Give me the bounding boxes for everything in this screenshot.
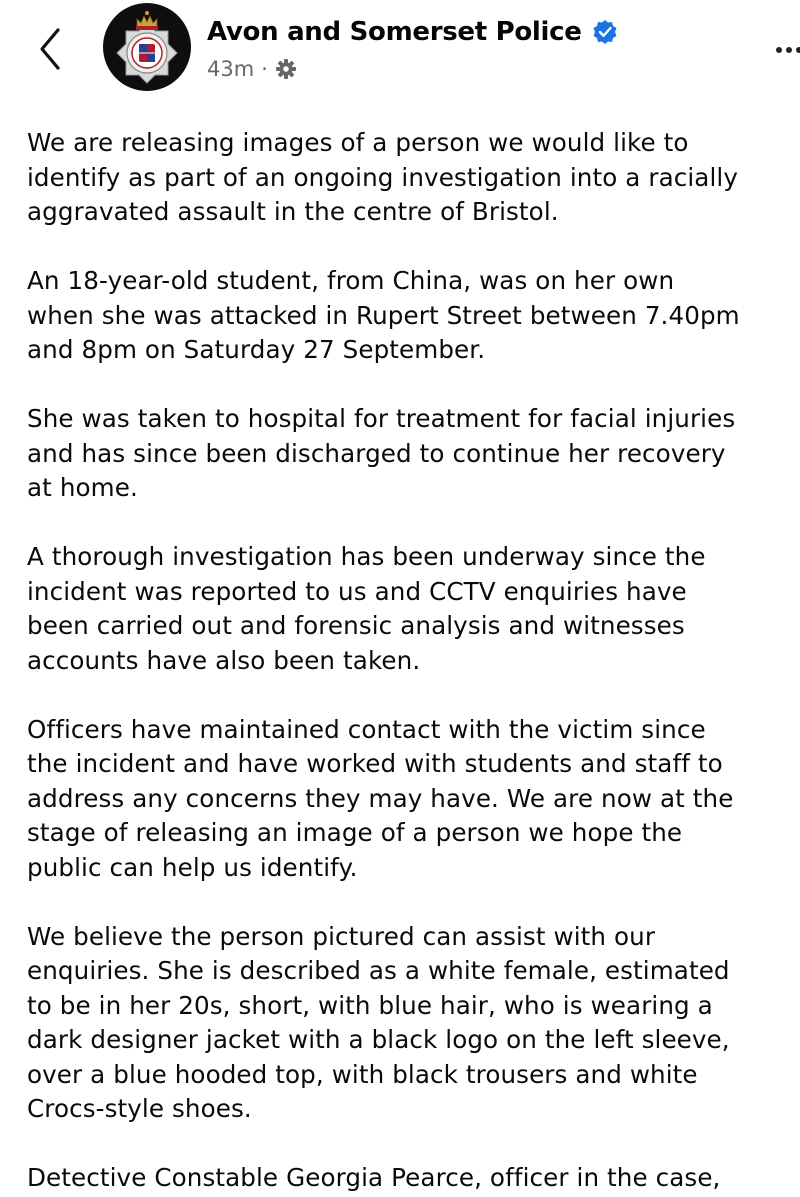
post-text-line: when she was attacked in Rupert Street between 7.40pm: [27, 300, 740, 330]
page-name-row: [207, 12, 619, 52]
post-text-line: and 8pm on Saturday 27 September.: [27, 335, 486, 364]
post-text-line: accounts have also been taken.: [27, 645, 421, 675]
post-paragraph: [27, 264, 800, 368]
post-paragraph: [27, 402, 800, 506]
meta-separator: ·: [261, 57, 268, 81]
post-text-line: address any concerns they may have. We are now at the: [27, 783, 734, 813]
page-name[interactable]: Avon and Somerset Police: [207, 17, 582, 47]
post-text-line: Officers have maintained contact with the victim since: [27, 714, 706, 744]
post-text-line: incident was reported to us and CCTV enquiries have: [27, 576, 687, 606]
more-dots-icon: [772, 40, 800, 60]
post-text-line: been carried out and forensic analysis and witnesses: [27, 611, 685, 640]
post-text-line: the incident and have worked with students and staff to: [27, 749, 723, 778]
more-options-button[interactable]: [772, 40, 800, 60]
police-crest-icon: [103, 3, 191, 91]
post-paragraph: [27, 126, 800, 230]
gear-icon[interactable]: [275, 58, 297, 80]
post-paragraph: [27, 920, 800, 1127]
post-text-line: enquiries. She is described as a white female, estimated: [27, 956, 730, 985]
post-text-line: and has since been discharged to continue her recovery: [27, 438, 726, 468]
post-text-line: over a blue hooded top, with black trousers and white: [27, 1059, 698, 1089]
post-text-line: Detective Constable Georgia Pearce, officer in the case,: [27, 1163, 721, 1192]
post-text-line: identify as part of an ongoing investigation into a racially: [27, 162, 738, 192]
post-header: [0, 0, 800, 120]
post-text: [27, 126, 800, 1197]
back-button[interactable]: [30, 24, 70, 74]
post-text-line: Crocs-style shoes.: [27, 1094, 252, 1123]
post-text-line: dark designer jacket with a black logo on the left sleeve,: [27, 1025, 730, 1054]
timestamp[interactable]: 43m: [207, 57, 255, 81]
post-text-line: at home.: [27, 473, 138, 502]
post-meta: [207, 54, 297, 84]
chevron-left-icon: [30, 24, 70, 74]
post-text-line: stage of releasing an image of a person we hope the: [27, 818, 683, 847]
post-text-line: She was taken to hospital for treatment for facial injuries: [27, 404, 736, 433]
post-text-line: public can help us identify.: [27, 852, 358, 882]
post-text-line: A thorough investigation has been underway since the: [27, 542, 706, 571]
post-text-line: We are releasing images of a person we would like to: [27, 128, 689, 157]
post-text-line: to be in her 20s, short, with blue hair, who is wearing a: [27, 990, 713, 1020]
post-paragraph: [27, 540, 800, 678]
post-text-line: We believe the person pictured can assist with our: [27, 921, 656, 951]
avatar[interactable]: [103, 3, 191, 91]
post-paragraph: [27, 1161, 800, 1196]
verified-badge-icon: [591, 18, 619, 46]
post-paragraph: [27, 713, 800, 886]
post-text-line: aggravated assault in the centre of Bristol.: [27, 197, 559, 226]
post-text-line: An 18-year-old student, from China, was on her own: [27, 266, 675, 295]
